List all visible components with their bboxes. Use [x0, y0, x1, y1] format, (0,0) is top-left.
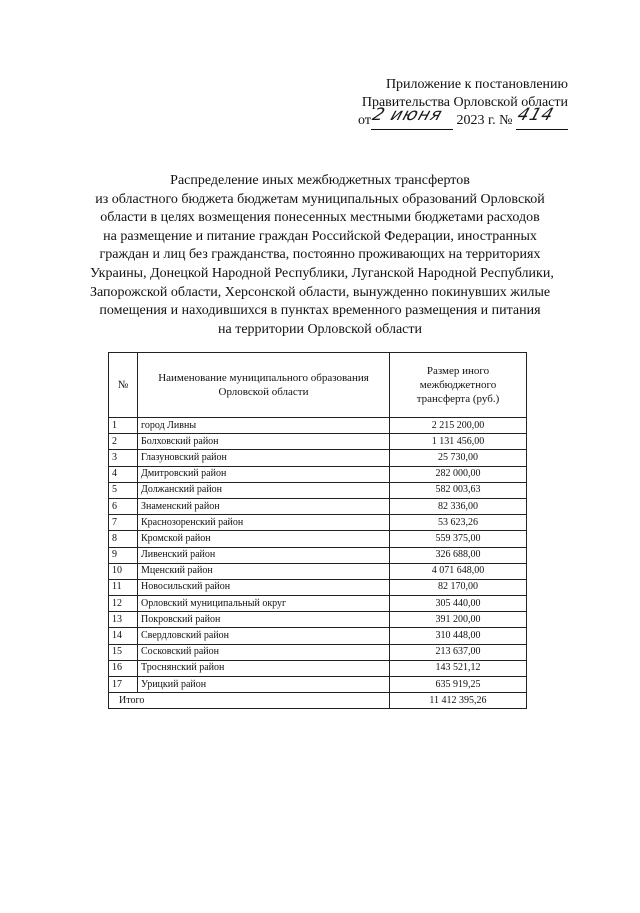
row-number: 8	[109, 531, 138, 547]
row-amount: 282 000,00	[390, 466, 527, 482]
date-field	[369, 105, 453, 130]
row-amount: 635 919,25	[390, 677, 527, 693]
title-line: Распределение иных межбюджетных трансфертов	[170, 173, 470, 188]
header-number: №	[109, 353, 138, 418]
title-line: на территории Орловской области	[218, 321, 422, 337]
row-municipality: Дмитровский район	[138, 466, 390, 482]
row-number: 12	[109, 596, 138, 612]
header-prefix: от	[358, 113, 371, 128]
header-municipality: Наименование муниципального образования Орловской области	[138, 353, 390, 418]
table-row	[109, 677, 527, 693]
row-amount: 82 336,00	[390, 498, 527, 514]
row-amount: 25 730,00	[390, 450, 527, 466]
title-line: помещения и находившихся в пунктах временного размещения и питания	[99, 303, 541, 319]
title-line: Запорожской области, Херсонской области, вынужденно покинувших жилые	[90, 284, 551, 300]
header-year: 2023 г. №	[456, 113, 513, 128]
table-row	[109, 434, 527, 450]
row-amount: 143 521,12	[390, 660, 527, 676]
row-number: 3	[109, 450, 138, 466]
row-number: 7	[109, 515, 138, 531]
table-row	[109, 579, 527, 595]
title-line: на размещение и питание граждан Российской Федерации, иностранных	[103, 228, 537, 244]
table-row	[109, 498, 527, 514]
row-municipality: Сосковский район	[138, 644, 390, 660]
row-amount: 310 448,00	[390, 628, 527, 644]
row-amount: 391 200,00	[390, 612, 527, 628]
row-municipality: Орловский муниципальный округ	[138, 596, 390, 612]
table-row	[109, 563, 527, 579]
table-row	[109, 466, 527, 482]
row-municipality: Знаменский район	[138, 498, 390, 514]
handwritten-number: 414	[514, 105, 557, 125]
row-amount: 213 637,00	[390, 644, 527, 660]
row-municipality: Кромской район	[138, 531, 390, 547]
row-number: 14	[109, 628, 138, 644]
row-number: 6	[109, 498, 138, 514]
row-number: 1	[109, 418, 138, 434]
row-number: 5	[109, 482, 138, 498]
table-row	[109, 628, 527, 644]
total-label: Итого	[109, 693, 390, 709]
document-title	[90, 172, 554, 339]
row-number: 11	[109, 579, 138, 595]
row-amount: 4 071 648,00	[390, 563, 527, 579]
row-number: 9	[109, 547, 138, 563]
row-amount: 53 623,26	[390, 515, 527, 531]
table-row	[109, 547, 527, 563]
header-line-1: Приложение к постановлению	[385, 77, 568, 92]
row-amount: 582 003,63	[390, 482, 527, 498]
row-municipality: Глазуновский район	[138, 450, 390, 466]
table-row	[109, 660, 527, 676]
table-row	[109, 482, 527, 498]
table-row	[109, 612, 527, 628]
row-municipality: Ливенский район	[138, 547, 390, 563]
table-row	[109, 515, 527, 531]
row-municipality: Покровский район	[138, 612, 390, 628]
title-line: граждан и лиц без гражданства, постоянно проживающих на территориях	[99, 247, 541, 263]
table-row	[109, 531, 527, 547]
number-field	[514, 105, 568, 130]
table-row	[109, 450, 527, 466]
table-row	[109, 596, 527, 612]
header-date-line	[328, 105, 568, 130]
row-municipality: Должанский район	[138, 482, 390, 498]
total-row	[109, 693, 527, 709]
row-number: 4	[109, 466, 138, 482]
row-municipality: Мценский район	[138, 563, 390, 579]
row-amount: 1 131 456,00	[390, 434, 527, 450]
table-header-row	[109, 353, 527, 418]
document-header	[328, 76, 568, 130]
title-line: Украины, Донецкой Народной Республики, Луганской Народной Республики,	[90, 265, 554, 281]
transfers-table	[108, 352, 527, 709]
row-municipality: Краснозоренский район	[138, 515, 390, 531]
row-amount: 2 215 200,00	[390, 418, 527, 434]
row-number: 16	[109, 660, 138, 676]
row-amount: 305 440,00	[390, 596, 527, 612]
handwritten-date: 2 июня	[369, 105, 446, 125]
row-municipality: Новосильский район	[138, 579, 390, 595]
row-amount: 82 170,00	[390, 579, 527, 595]
header-amount: Размер иного межбюджетного трансферта (руб.)	[390, 353, 527, 418]
row-number: 2	[109, 434, 138, 450]
row-municipality: Урицкий район	[138, 677, 390, 693]
row-number: 15	[109, 644, 138, 660]
title-line: области в целях возмещения понесенных местными бюджетами расходов	[100, 210, 540, 226]
row-municipality: Троснянский район	[138, 660, 390, 676]
title-line: из областного бюджета бюджетам муниципальных образований Орловской	[95, 191, 545, 207]
row-municipality: Свердловский район	[138, 628, 390, 644]
row-number: 17	[109, 677, 138, 693]
row-number: 10	[109, 563, 138, 579]
row-amount: 559 375,00	[390, 531, 527, 547]
total-amount: 11 412 395,26	[390, 693, 527, 709]
row-municipality: город Ливны	[138, 418, 390, 434]
row-amount: 326 688,00	[390, 547, 527, 563]
table-row	[109, 418, 527, 434]
table-row	[109, 644, 527, 660]
row-number: 13	[109, 612, 138, 628]
row-municipality: Болховский район	[138, 434, 390, 450]
header-line-2: Правительства Орловской области	[361, 95, 568, 110]
